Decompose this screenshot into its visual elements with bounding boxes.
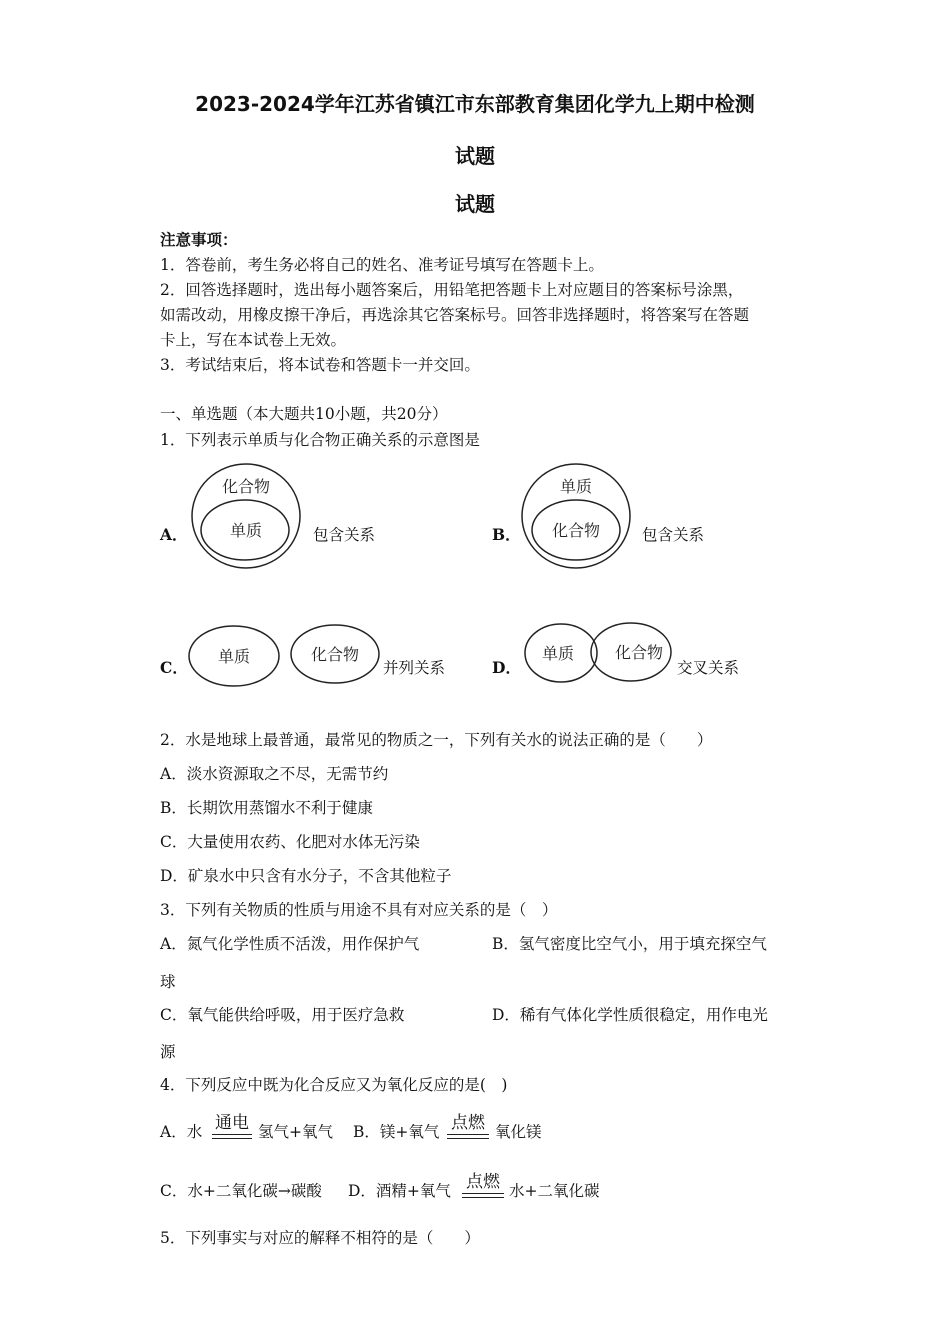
q3-option-d-cont: 源 <box>160 1043 176 1061</box>
notice-item: 卡上，写在本试卷上无效。 <box>160 331 347 349</box>
right-label: 化合物 <box>310 645 360 664</box>
equals-arrow <box>462 1193 504 1198</box>
q3-option-a: A．氮气化学性质不活泼，用作保护气 <box>160 935 420 953</box>
q1-stem: 1．下列表示单质与化合物正确关系的示意图是 <box>160 431 480 449</box>
condition-text: 点燃 <box>466 1172 500 1192</box>
q4-option-d-condition <box>462 1167 504 1198</box>
q4-stem: 4．下列反应中既为化合反应又为氧化反应的是( ) <box>160 1076 508 1094</box>
q4-option-c: C．水+二氧化碳→碳酸 <box>160 1182 322 1200</box>
right-label: 化合物 <box>614 643 664 662</box>
q3-option-d: D．稀有气体化学性质很稳定，用作电光 <box>492 1006 768 1024</box>
q4-option-b-reactant: B．镁+氧气 <box>353 1123 440 1141</box>
notice-heading: 注意事项： <box>160 230 238 249</box>
page-title: 2023-2024学年江苏省镇江市东部教育集团化学九上期中检测 <box>195 92 755 116</box>
notice-item: 如需改动，用橡皮擦干净后，再选涂其它答案标号。回答非选择题时，将答案写在答题 <box>160 306 750 324</box>
left-label: 单质 <box>217 647 251 666</box>
equals-arrow <box>447 1134 489 1139</box>
q1-diagram-b <box>520 462 640 572</box>
q1-option-c-relation: 并列关系 <box>383 659 446 677</box>
q2-stem: 2．水是地球上最普通，最常见的物质之一，下列有关水的说法正确的是（ ） <box>160 731 713 749</box>
q4-option-b-condition <box>447 1108 489 1139</box>
left-label: 单质 <box>541 644 575 663</box>
q3-option-b: B．氢气密度比空气小，用于填充探空气 <box>492 935 767 953</box>
notice-item: 3．考试结束后，将本试卷和答题卡一并交回。 <box>160 356 480 374</box>
q4-option-d-reactant: D．酒精+氧气 <box>348 1182 451 1200</box>
q4-option-d-product: 水+二氧化碳 <box>509 1182 600 1200</box>
outer-label: 单质 <box>559 477 593 496</box>
q1-diagram-a <box>190 462 310 572</box>
q1-option-d-label: D． <box>492 658 521 677</box>
inner-label: 单质 <box>229 521 263 540</box>
q1-diagram-d <box>523 622 673 684</box>
condition-text: 点燃 <box>451 1113 485 1133</box>
condition-text: 通电 <box>215 1113 249 1133</box>
q1-option-a-label: A． <box>160 525 188 544</box>
q1-option-a-relation: 包含关系 <box>313 526 376 544</box>
q5-stem: 5．下列事实与对应的解释不相符的是（ ） <box>160 1229 480 1247</box>
q4-option-a-product: 氢气+氧气 <box>258 1123 333 1141</box>
inner-label: 化合物 <box>551 521 601 540</box>
outer-label: 化合物 <box>221 477 271 496</box>
section-heading: 一、单选题（本大题共10小题，共20分） <box>160 405 448 423</box>
page-subtitle: 试题 <box>455 192 495 216</box>
notice-item: 2．回答选择题时，选出每小题答案后，用铅笔把答题卡上对应题目的答案标号涂黑， <box>160 281 744 299</box>
q2-option-c: C．大量使用农药、化肥对水体无污染 <box>160 833 420 851</box>
q4-option-a-condition <box>212 1108 252 1139</box>
q3-option-c: C．氧气能供给呼吸，用于医疗急救 <box>160 1006 405 1024</box>
q1-diagram-c <box>188 624 383 688</box>
q2-option-a: A．淡水资源取之不尽，无需节约 <box>160 765 389 783</box>
q2-option-d: D．矿泉水中只含有水分子，不含其他粒子 <box>160 867 452 885</box>
q3-option-b-cont: 球 <box>160 973 176 991</box>
q3-stem: 3．下列有关物质的性质与用途不具有对应关系的是（ ） <box>160 901 558 919</box>
q4-option-b-product: 氧化镁 <box>495 1123 542 1141</box>
q1-option-b-relation: 包含关系 <box>642 526 705 544</box>
q1-option-b-label: B． <box>492 525 521 544</box>
page-title-line2: 试题 <box>455 144 495 168</box>
q1-option-d-relation: 交叉关系 <box>677 659 740 677</box>
notice-item: 1．答卷前，考生务必将自己的姓名、准考证号填写在答题卡上。 <box>160 256 604 274</box>
q2-option-b: B．长期饮用蒸馏水不利于健康 <box>160 799 373 817</box>
q4-option-a-reactant: A．水 <box>160 1123 203 1141</box>
equals-arrow <box>212 1134 252 1139</box>
q1-option-c-label: C． <box>160 658 188 677</box>
